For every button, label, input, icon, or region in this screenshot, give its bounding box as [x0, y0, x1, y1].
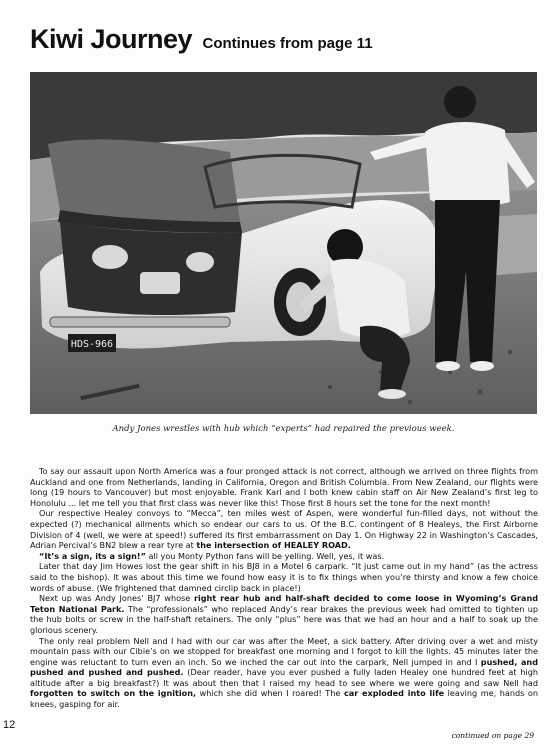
headline-continues: Continues from page 11: [202, 35, 373, 52]
paragraph: “It’s a sign, its a sign!” all you Monty Python fans will be yelling. Well, yes, it was.: [39, 550, 385, 561]
paragraph: Next up was Andy Jones’ BJ7 whose right rear hub and half-shaft decided to come loose in Wyoming’s Grand Teton National Park. The “professionals” who replaced Andy’s rear brakes the previous week had omitted to tighten up the hub bolts or screw in the half-shaft retainers. The only “plus” here was that we had an hour and a half to soak up the glorious scenery.: [30, 593, 538, 635]
page-number: 12: [3, 719, 16, 731]
article-photo: [30, 72, 537, 414]
paragraph: To say our assault upon North America was a four pronged attack is not correct, although we arrived on three flights from Auckland and one from Netherlands, landing in California, Oregon and British Columbia. From New Zealand, our flights were long (19 hours to Vancouver) but most enjoyable. Frank Karl and I both knew cabin staff on Air New Zealand’s first leg to Honolulu ... let me tell you that first class was never like this! Those first 8 hours set the tone for the next month!: [30, 466, 538, 508]
paragraph: The only real problem Nell and I had with our car was after the Meet, a sick battery. After driving over a wet and misty mountain pass with our Cibie’s on we stopped for breakfast one morning and I forgot to kill the lights. 45 minutes later the engine was reluctant to turn even an inch. So we inched the car out into the carpark, Nell jumped in and I pushed, and pushed and pushed and pushed. (Dear reader, have you ever pushed a fully laden Healey one hundred feet at high altitude after a big breakfast?) It was about then that I raised my head to see where we were going and saw Nell had forgotten to switch on the ignition, which she did when I roared! The car exploded into life leaving me, hands on knees, gasping for air.: [30, 635, 539, 710]
paragraph: Later that day Jim Howes lost the gear shift in his BJ8 in a Motel 6 carpark. “It just came out in my hand” (as the actress said to the bishop). It was about this time we found how easy it is to fix things when you’re thirsty and know a few choice words of abuse. (We frightened that damned circlip back in place!): [30, 561, 538, 593]
photo-caption: Andy Jones wrestles with hub which “experts” had repaired the previous week.: [112, 424, 455, 434]
photo-illustration: [30, 72, 537, 414]
continued-note: continued on page 29: [451, 731, 534, 740]
article-body: [30, 466, 538, 710]
paragraph: Our respective Healey convoys to “Mecca”, ten miles west of Aspen, were wonderful fun-filled days, not without the expected (?) mechanical ailments which so endear our cars to us. Of the B.C. contingent of 8 Healeys, the First Airborne Division of 4 (well, we were at speed!) suffered its first embarrassment on Day 1. On Highway 22 in Washington’s Cascades, Adrian Percival’s BN2 blew a rear tyre at the intersection of HEALEY ROAD.: [30, 508, 538, 551]
headline: Kiwi Journey: [30, 24, 193, 54]
page-title: [30, 24, 373, 55]
license-plate: HDS-966: [70, 339, 114, 350]
